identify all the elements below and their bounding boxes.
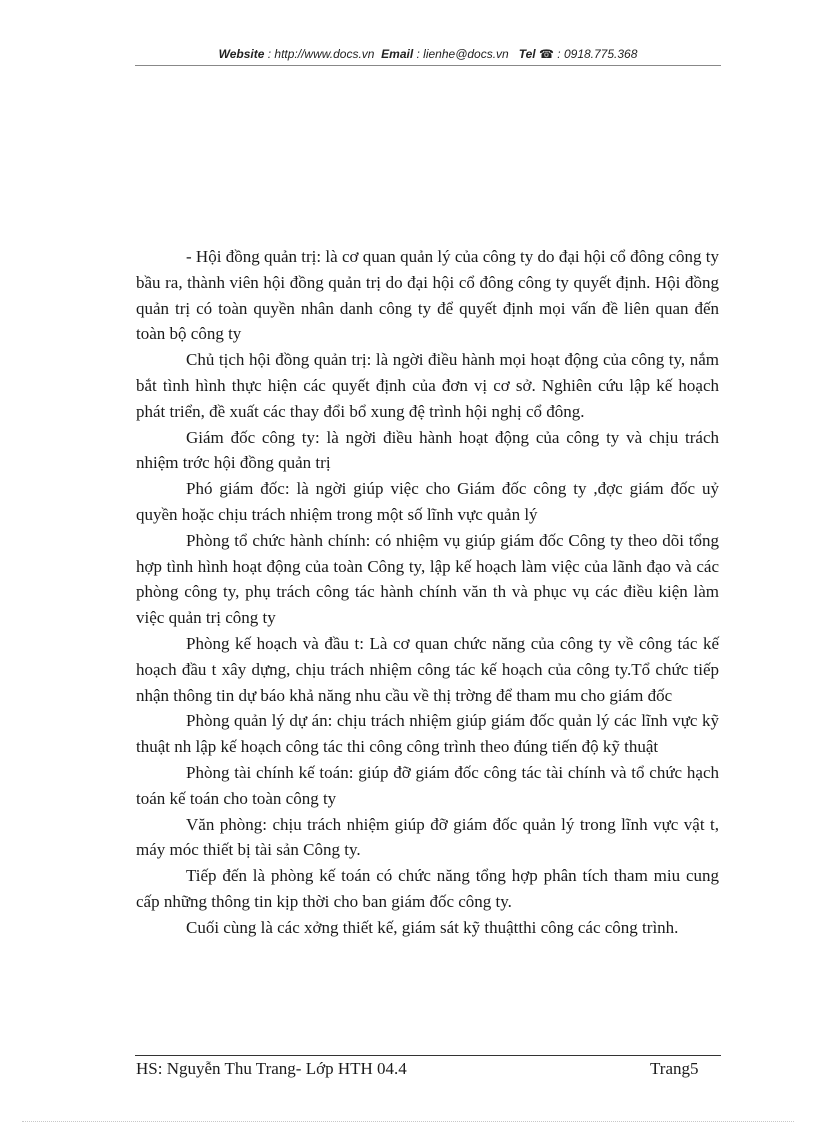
footer-author: HS: Nguyễn Thu Trang- Lớp HTH 04.4 — [136, 1059, 407, 1078]
paragraph: Cuối cùng là các xởng thiết kế, giám sát kỹ thuậtthi công các công trình. — [186, 917, 679, 937]
page-number: Trang5 — [650, 1059, 699, 1078]
paragraph: - Hội đồng quản trị: là cơ quan quản lý của công ty do đại hội cổ đông công ty bầu ra, thành viên hội đồng quản trị do đại hội cổ đông công ty quyết định. Hội đồng quản trị có toàn quyền nhân danh công ty để quyết định mọi vấn đề liên quan đến toàn bộ công ty — [136, 247, 719, 344]
paragraph: Tiếp đến là phòng kế toán có chức năng tổng hợp phân tích tham miu cung cấp những thông tin kịp thời cho ban giám đốc công ty. — [136, 866, 719, 911]
email-label: Email — [381, 47, 414, 61]
document-body — [136, 244, 719, 941]
paragraph: Văn phòng: chịu trách nhiệm giúp đỡ giám đốc quản lý trong lĩnh vực vật t, máy móc thiết bị tài sản Công ty. — [136, 814, 719, 860]
email-value: : lienhe@docs.vn — [416, 47, 509, 61]
website-value: : http://www.docs.vn — [267, 47, 375, 61]
page-header — [135, 47, 721, 61]
paragraph: Phòng tài chính kế toán: giúp đỡ giám đốc công tác tài chính và tổ chức hạch toán kế toán cho toàn công ty — [136, 762, 719, 808]
website-label: Website — [218, 47, 265, 61]
paragraph: Phòng tổ chức hành chính: có nhiệm vụ giúp giám đốc Công ty theo dõi tổng hợp tình hình hoạt động của toàn Công ty, lập kế hoạch làm việc của lãnh đạo và các phòng công ty, phụ trách công tác hành chính văn th và phục vụ các điều kiện làm việc quản trị công ty — [136, 530, 719, 628]
tel-value: : 0918.775.368 — [557, 47, 638, 61]
paragraph: Phó giám đốc: là ngời giúp việc cho Giám đốc công ty ,đợc giám đốc uỷ quyền hoặc chịu trách nhiệm trong một số lĩnh vực quản lý — [136, 479, 719, 524]
paragraph: Giám đốc công ty: là ngời điều hành hoạt động của công ty và chịu trách nhiệm trớc hội đồng quản trị — [136, 427, 719, 473]
footer-divider — [135, 1055, 721, 1056]
page-edge-dots — [22, 1121, 794, 1122]
tel-label: Tel — [518, 47, 536, 61]
paragraph: Chủ tịch hội đồng quản trị: là ngời điều hành mọi hoạt động của công ty, nắm bắt tình hình thực hiện các quyết định của đơn vị cơ sở. Nghiên cứu lập kế hoạch phát triển, đề xuất các thay đổi bổ xung đệ trình hội nghị cổ đông. — [136, 350, 719, 421]
header-divider — [135, 65, 721, 66]
paragraph: Phòng quản lý dự án: chịu trách nhiệm giúp giám đốc quản lý các lĩnh vực kỹ thuật nh lập kế hoạch công tác thi công công trình theo đúng tiến độ kỹ thuật — [136, 711, 719, 757]
paragraph: Phòng kế hoạch và đầu t: Là cơ quan chức năng của công ty về công tác kế hoạch đầu t xây dựng, chịu trách nhiệm công tác kế hoạch của công ty.Tổ chức tiếp nhận thông tin dự báo khả năng nhu cầu về thị trờng để tham mu cho giám đốc — [136, 633, 719, 705]
phone-icon: ☎ — [539, 47, 554, 61]
